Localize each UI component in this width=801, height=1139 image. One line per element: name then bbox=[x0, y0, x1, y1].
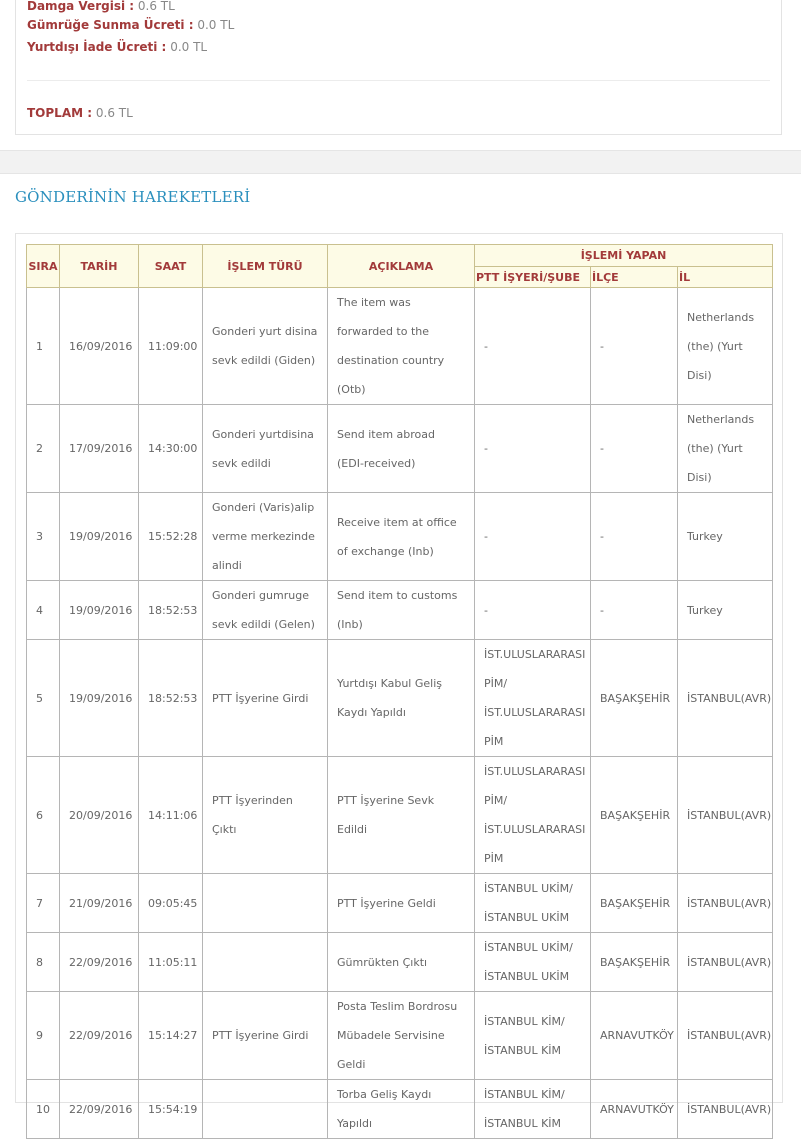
cell-sube: İST.ULUSLARARASI PİM/ İST.ULUSLARARASI PİM bbox=[475, 757, 591, 874]
cell-sira: 2 bbox=[27, 405, 60, 493]
header-il: İL bbox=[678, 267, 773, 288]
fee-toplam bbox=[27, 106, 133, 120]
table-row bbox=[27, 581, 773, 640]
table-row bbox=[27, 992, 773, 1080]
cell-saat: 11:09:00 bbox=[139, 288, 203, 405]
cell-sube: İSTANBUL KİM/ İSTANBUL KİM bbox=[475, 1080, 591, 1139]
cell-aciklama: Yurtdışı Kabul Geliş Kaydı Yapıldı bbox=[328, 640, 475, 757]
fee-damga-value: 0.6 TL bbox=[137, 0, 175, 13]
cell-aciklama: Receive item at office of exchange (Inb) bbox=[328, 493, 475, 581]
cell-islem-turu: Gonderi (Varis)alip verme merkezinde alindi bbox=[203, 493, 328, 581]
header-sira: SIRA bbox=[27, 245, 60, 288]
cell-sube: - bbox=[475, 493, 591, 581]
cell-aciklama: The item was forwarded to the destination country (Otb) bbox=[328, 288, 475, 405]
cell-ilce: BAŞAKŞEHİR bbox=[591, 640, 678, 757]
cell-saat: 09:05:45 bbox=[139, 874, 203, 933]
cell-tarih: 17/09/2016 bbox=[60, 405, 139, 493]
cell-ilce: BAŞAKŞEHİR bbox=[591, 757, 678, 874]
cell-aciklama: Send item abroad (EDI-received) bbox=[328, 405, 475, 493]
cell-ilce: - bbox=[591, 288, 678, 405]
cell-tarih: 22/09/2016 bbox=[60, 992, 139, 1080]
header-ilce: İLÇE bbox=[591, 267, 678, 288]
cell-islem-turu: Gonderi gumruge sevk edildi (Gelen) bbox=[203, 581, 328, 640]
section-separator bbox=[0, 150, 801, 174]
cell-il: İSTANBUL(AVR) bbox=[678, 992, 773, 1080]
cell-il: İSTANBUL(AVR) bbox=[678, 640, 773, 757]
cell-sube: - bbox=[475, 288, 591, 405]
cell-tarih: 19/09/2016 bbox=[60, 581, 139, 640]
cell-il: Turkey bbox=[678, 581, 773, 640]
cell-tarih: 22/09/2016 bbox=[60, 1080, 139, 1139]
cell-il: İSTANBUL(AVR) bbox=[678, 933, 773, 992]
cell-islem-turu: Gonderi yurt disina sevk edildi (Giden) bbox=[203, 288, 328, 405]
cell-sira: 9 bbox=[27, 992, 60, 1080]
cell-sube: İSTANBUL UKİM/ İSTANBUL UKİM bbox=[475, 874, 591, 933]
header-tarih: TARİH bbox=[60, 245, 139, 288]
table-row bbox=[27, 1080, 773, 1139]
cell-il: Netherlands (the) (Yurt Disi) bbox=[678, 288, 773, 405]
movements-table bbox=[26, 244, 773, 1139]
fee-gumruk-label: Gümrüğe Sunma Ücreti : bbox=[27, 18, 194, 32]
table-row bbox=[27, 874, 773, 933]
table-row bbox=[27, 640, 773, 757]
cell-ilce: ARNAVUTKÖY bbox=[591, 992, 678, 1080]
cell-islem-turu: Gonderi yurtdisina sevk edildi bbox=[203, 405, 328, 493]
cell-islem-turu: PTT İşyerine Girdi bbox=[203, 640, 328, 757]
fee-toplam-label: TOPLAM : bbox=[27, 106, 93, 120]
cell-islem-turu: PTT İşyerinden Çıktı bbox=[203, 757, 328, 874]
cell-saat: 15:54:19 bbox=[139, 1080, 203, 1139]
cell-ilce: - bbox=[591, 581, 678, 640]
cell-tarih: 19/09/2016 bbox=[60, 640, 139, 757]
cell-aciklama: Gümrükten Çıktı bbox=[328, 933, 475, 992]
header-saat: SAAT bbox=[139, 245, 203, 288]
cell-sube: - bbox=[475, 581, 591, 640]
cell-aciklama: Posta Teslim Bordrosu Mübadele Servisine Geldi bbox=[328, 992, 475, 1080]
fee-iade-value: 0.0 TL bbox=[170, 40, 208, 54]
cell-saat: 18:52:53 bbox=[139, 640, 203, 757]
table-row bbox=[27, 405, 773, 493]
cell-aciklama: Torba Geliş Kaydı Yapıldı bbox=[328, 1080, 475, 1139]
cell-ilce: - bbox=[591, 493, 678, 581]
fee-toplam-value: 0.6 TL bbox=[95, 106, 133, 120]
fees-panel bbox=[15, 0, 782, 135]
cell-ilce: BAŞAKŞEHİR bbox=[591, 874, 678, 933]
cell-islem-turu bbox=[203, 933, 328, 992]
fee-gumruk-value: 0.0 TL bbox=[197, 18, 235, 32]
cell-tarih: 16/09/2016 bbox=[60, 288, 139, 405]
fee-gumruk bbox=[27, 18, 234, 32]
cell-tarih: 21/09/2016 bbox=[60, 874, 139, 933]
cell-saat: 11:05:11 bbox=[139, 933, 203, 992]
cell-islem-turu bbox=[203, 874, 328, 933]
cell-ilce: BAŞAKŞEHİR bbox=[591, 933, 678, 992]
cell-islem-turu: PTT İşyerine Girdi bbox=[203, 992, 328, 1080]
header-islemi-yapan: İŞLEMİ YAPAN bbox=[475, 245, 773, 267]
cell-aciklama: PTT İşyerine Geldi bbox=[328, 874, 475, 933]
cell-sube: İSTANBUL KİM/ İSTANBUL KİM bbox=[475, 992, 591, 1080]
cell-sira: 6 bbox=[27, 757, 60, 874]
cell-il: Netherlands (the) (Yurt Disi) bbox=[678, 405, 773, 493]
cell-il: Turkey bbox=[678, 493, 773, 581]
cell-saat: 18:52:53 bbox=[139, 581, 203, 640]
table-row bbox=[27, 933, 773, 992]
fee-divider bbox=[27, 80, 770, 81]
cell-saat: 14:30:00 bbox=[139, 405, 203, 493]
cell-tarih: 19/09/2016 bbox=[60, 493, 139, 581]
fee-iade-label: Yurtdışı İade Ücreti : bbox=[27, 40, 167, 54]
header-sube: PTT İŞYERİ/ŞUBE bbox=[475, 267, 591, 288]
cell-saat: 14:11:06 bbox=[139, 757, 203, 874]
cell-ilce: - bbox=[591, 405, 678, 493]
cell-aciklama: PTT İşyerine Sevk Edildi bbox=[328, 757, 475, 874]
cell-islem-turu bbox=[203, 1080, 328, 1139]
header-islem-turu: İŞLEM TÜRÜ bbox=[203, 245, 328, 288]
cell-sira: 3 bbox=[27, 493, 60, 581]
cell-sira: 5 bbox=[27, 640, 60, 757]
cell-sira: 8 bbox=[27, 933, 60, 992]
fee-iade bbox=[27, 40, 207, 54]
cell-tarih: 20/09/2016 bbox=[60, 757, 139, 874]
cell-sira: 7 bbox=[27, 874, 60, 933]
table-row bbox=[27, 757, 773, 874]
cell-il: İSTANBUL(AVR) bbox=[678, 1080, 773, 1139]
cell-il: İSTANBUL(AVR) bbox=[678, 874, 773, 933]
cell-tarih: 22/09/2016 bbox=[60, 933, 139, 992]
cell-sira: 1 bbox=[27, 288, 60, 405]
cell-il: İSTANBUL(AVR) bbox=[678, 757, 773, 874]
table-row bbox=[27, 288, 773, 405]
section-title: GÖNDERİNİN HAREKETLERİ bbox=[15, 188, 251, 206]
cell-sube: İSTANBUL UKİM/ İSTANBUL UKİM bbox=[475, 933, 591, 992]
fee-damga bbox=[27, 0, 175, 13]
fee-damga-label: Damga Vergisi : bbox=[27, 0, 135, 13]
cell-sube: İST.ULUSLARARASI PİM/ İST.ULUSLARARASI PİM bbox=[475, 640, 591, 757]
cell-saat: 15:52:28 bbox=[139, 493, 203, 581]
cell-sube: - bbox=[475, 405, 591, 493]
header-aciklama: AÇIKLAMA bbox=[328, 245, 475, 288]
cell-sira: 10 bbox=[27, 1080, 60, 1139]
cell-aciklama: Send item to customs (Inb) bbox=[328, 581, 475, 640]
cell-sira: 4 bbox=[27, 581, 60, 640]
cell-saat: 15:14:27 bbox=[139, 992, 203, 1080]
table-row bbox=[27, 493, 773, 581]
cell-ilce: ARNAVUTKÖY bbox=[591, 1080, 678, 1139]
